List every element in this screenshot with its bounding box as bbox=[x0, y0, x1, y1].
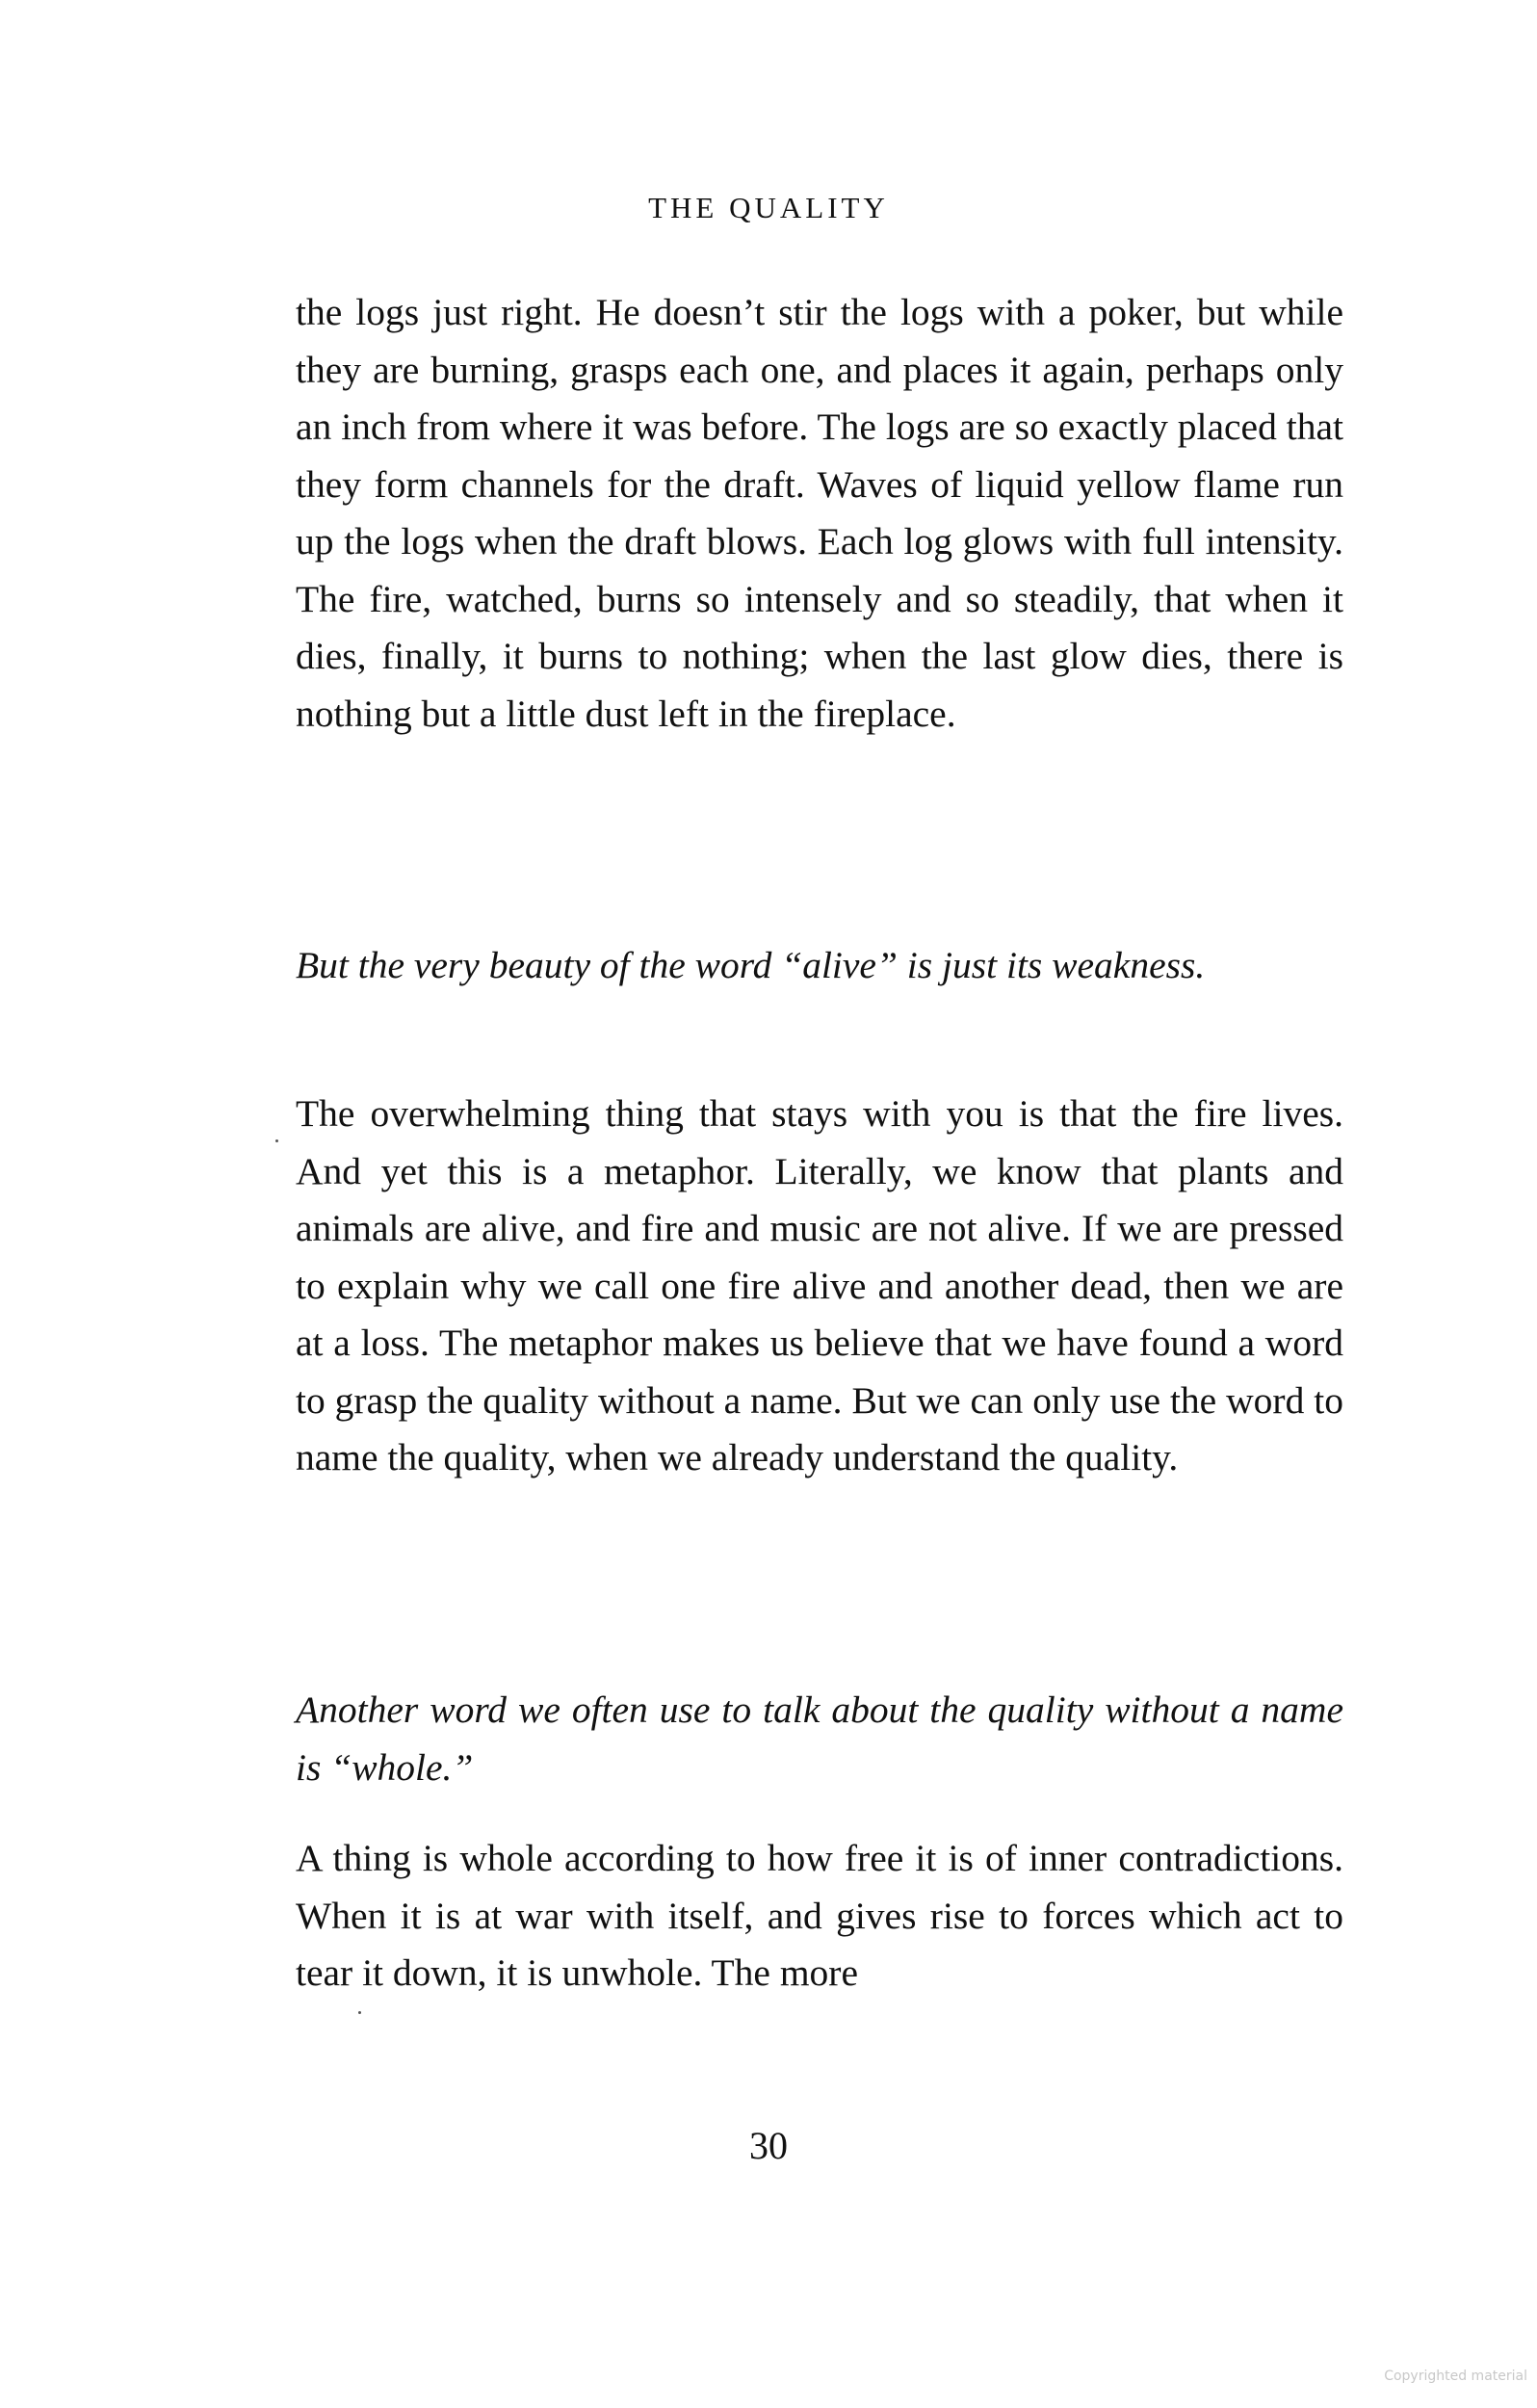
body-paragraph: The overwhelming thing that stays with you is that the fire lives. And yet this is a metaphor. Literally, we know that plants and animals are alive, and fire and music are not alive. If we are pressed to explain why we call one fire alive and another dead, then we are at a loss. The metaphor makes us believe that we have found a word to grasp the quality without a name. But we can only use the word to name the quality, when we already understand the quality. bbox=[296, 1092, 1343, 1479]
body-paragraph: A thing is whole according to how free it is of inner contradictions. When it is at war with itself, and gives rise to forces which act to tear it down, it is unwhole. The more bbox=[296, 1837, 1343, 1994]
body-paragraph: the logs just right. He doesn’t stir the logs with a poker, but while they are burning, grasps each one, and places it again, perhaps only an inch from where it was before. The logs are so exactly placed that they form channels for the draft. Waves of liquid yellow flame run up the logs when the draft blows. Each log glows with full intensity. The fire, watched, burns so intensely and so steadily, that when it dies, finally, it burns to nothing; when the last glow dies, there is nothing but a little dust left in the fireplace. bbox=[296, 291, 1343, 735]
copyright-watermark: Copyrighted material bbox=[1384, 2369, 1527, 2384]
page-number: 30 bbox=[749, 2124, 788, 2167]
italic-heading: Another word we often use to talk about the quality without a name is “whole.” bbox=[296, 1688, 1343, 1789]
print-speck bbox=[275, 1139, 278, 1142]
running-header: THE QUALITY bbox=[648, 191, 889, 224]
print-speck bbox=[358, 2011, 361, 2014]
italic-heading: But the very beauty of the word “alive” is just its weakness. bbox=[296, 944, 1206, 986]
